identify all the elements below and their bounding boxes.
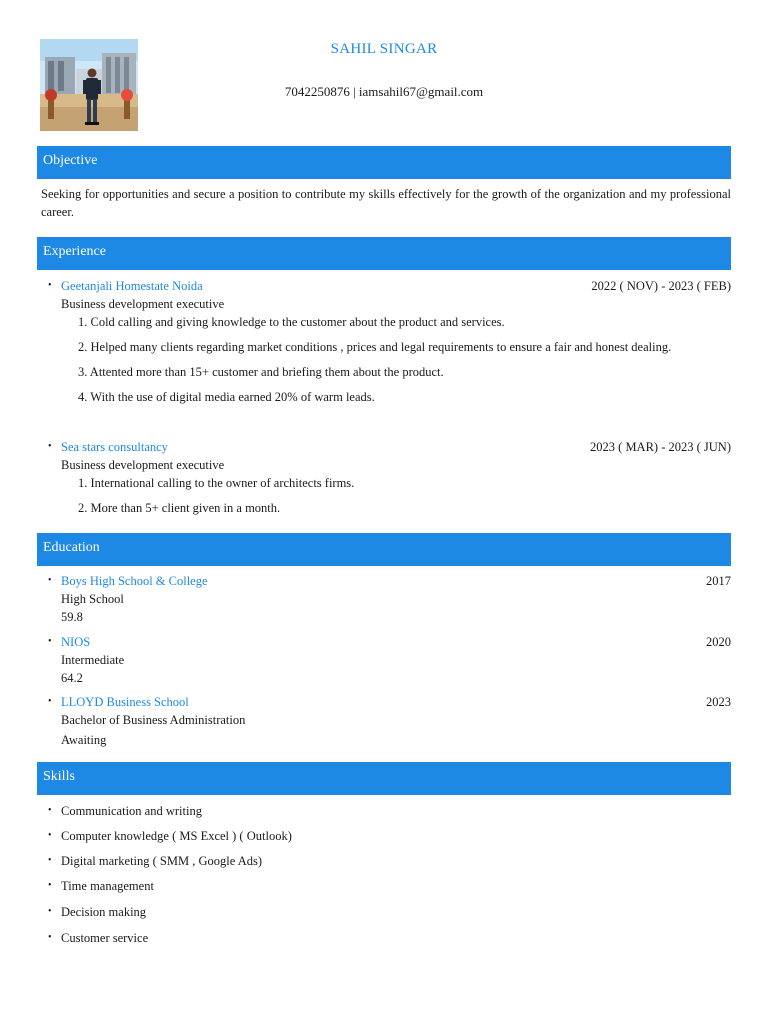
education-entry-3 — [40, 693, 731, 749]
graduation-year: 2017 — [706, 574, 731, 588]
skill-label: Decision making — [61, 905, 147, 919]
education-score: 59.8 — [61, 610, 83, 624]
bullet-icon: • — [48, 575, 52, 586]
graduation-year: 2020 — [706, 635, 731, 649]
responsibility-item: 3. Attented more than 15+ customer and briefing them about the product. — [78, 365, 444, 379]
employment-dates: 2023 ( MAR) - 2023 ( JUN) — [590, 440, 731, 454]
objective-text: Seeking for opportunities and secure a position to contribute my skills effectively for the growth of the organization and my professional career. — [41, 187, 731, 219]
education-score: 64.2 — [61, 671, 83, 685]
bullet-icon: • — [48, 855, 52, 866]
bullet-icon: • — [48, 906, 52, 917]
candidate-name: SAHIL SINGAR — [330, 41, 438, 57]
bullet-icon: • — [48, 636, 52, 647]
experience-entry-1 — [40, 277, 731, 413]
responsibility-list — [40, 313, 731, 406]
school-name: NIOS — [61, 635, 91, 649]
skill-label: Communication and writing — [61, 804, 202, 818]
bullet-icon: • — [48, 280, 52, 291]
experience-entry-2 — [40, 438, 731, 524]
school-name: LLOYD Business School — [61, 695, 189, 709]
education-heading: Education — [37, 533, 731, 566]
skill-label: Digital marketing ( SMM , Google Ads) — [61, 854, 263, 868]
skill-label: Customer service — [61, 931, 149, 945]
bullet-icon: • — [48, 880, 52, 891]
bullet-icon: • — [48, 932, 52, 943]
education-entry-2 — [40, 633, 731, 687]
education-score: Awaiting — [61, 733, 107, 747]
job-title: Business development executive — [61, 297, 225, 311]
skills-heading: Skills — [37, 762, 731, 795]
education-entry-1 — [40, 572, 731, 626]
responsibility-item: 1. International calling to the owner of architects firms. — [78, 476, 355, 490]
bullet-icon: • — [48, 830, 52, 841]
responsibility-item: 1. Cold calling and giving knowledge to the customer about the product and services. — [78, 315, 505, 329]
responsibility-item: 2. More than 5+ client given in a month. — [78, 501, 281, 515]
skill-label: Time management — [61, 879, 154, 893]
responsibility-item: 4. With the use of digital media earned 20% of warm leads. — [78, 390, 375, 404]
graduation-year: 2023 — [706, 695, 731, 709]
employer-name: Geetanjali Homestate Noida — [61, 279, 203, 293]
responsibility-list — [40, 474, 731, 517]
contact-info: 7042250876 | iamsahil67@gmail.com — [284, 84, 484, 99]
skill-label: Computer knowledge ( MS Excel ) ( Outlook) — [61, 829, 292, 843]
education-level: Bachelor of Business Administration — [61, 713, 246, 727]
responsibility-item: 2. Helped many clients regarding market conditions , prices and legal requirements to ensure a fair and honest dealing. — [78, 340, 672, 354]
objective-heading: Objective — [37, 146, 731, 179]
bullet-icon: • — [48, 805, 52, 816]
bullet-icon: • — [48, 696, 52, 707]
bullet-icon: • — [48, 441, 52, 452]
education-level: High School — [61, 592, 124, 606]
experience-heading: Experience — [37, 237, 731, 270]
job-title: Business development executive — [61, 458, 225, 472]
school-name: Boys High School & College — [61, 574, 208, 588]
education-level: Intermediate — [61, 653, 125, 667]
employer-name: Sea stars consultancy — [61, 440, 168, 454]
employment-dates: 2022 ( NOV) - 2023 ( FEB) — [591, 279, 731, 293]
